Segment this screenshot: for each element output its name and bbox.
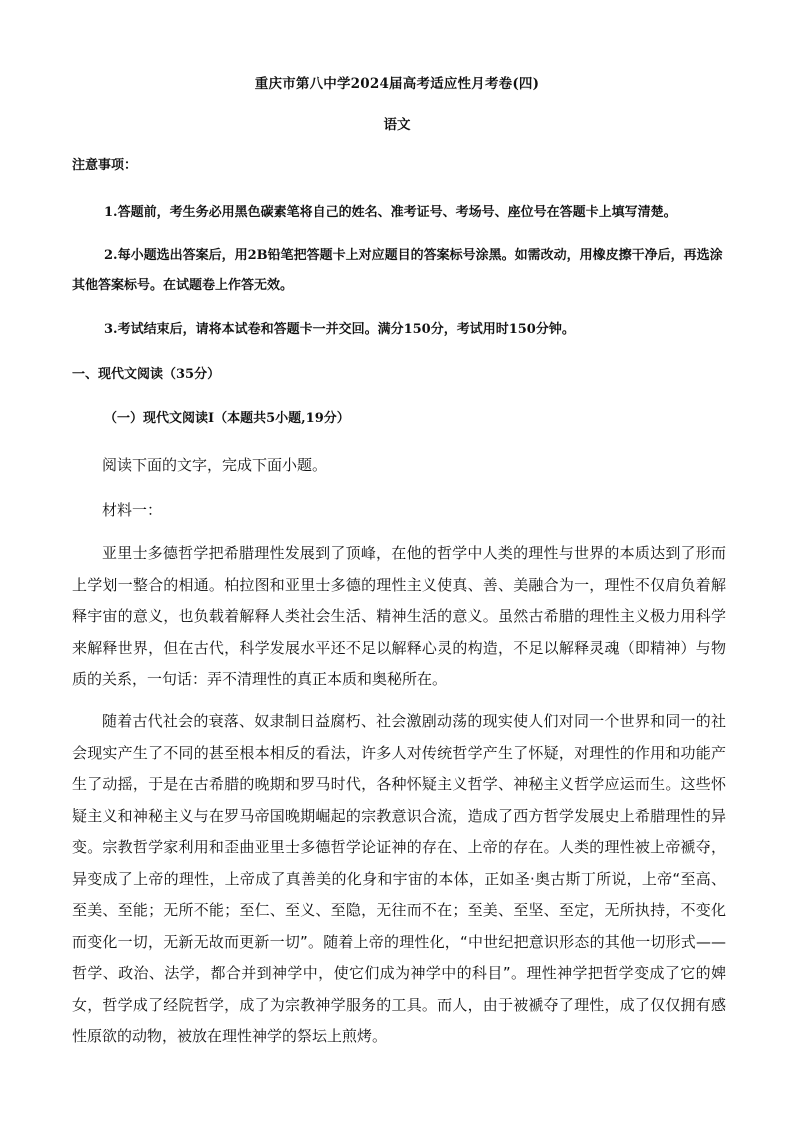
passage-paragraph: 亚里士多德哲学把希腊理性发展到了顶峰，在他的哲学中人类的理性与世界的本质达到了形而上学划一整合的相通。柏拉图和亚里士多德的理性主义使真、善、美融合为一，理性不仅肩负着解释宇宙的意义，也负载着解释人类社会生活、精神生活的意义。虽然古希腊的理性主义极力用科学来解释世界，但在古代，科学发展水平还不足以解释心灵的构造，不足以解释灵魂（即精神）与物质的关系，一句话：弄不清理性的真正本质和奥秘所在。 [72, 544, 726, 688]
notice-item-3: 3.考试结束后，请将本试卷和答题卡一并交回。满分150分，考试用时150分钟。 [104, 322, 575, 337]
exam-title: 重庆市第八中学2024届高考适应性月考卷(四) [254, 76, 540, 92]
subject-title: 语文 [383, 117, 411, 133]
reading-instruction: 阅读下面的文字，完成下面小题。 [102, 456, 328, 474]
material-label: 材料一： [102, 501, 163, 519]
subsection-heading: （一）现代文阅读Ⅰ（本题共5小题,19分） [104, 411, 350, 426]
notice-item-1: 1.答题前，考生务必用黑色碳素笔将自己的姓名、准考证号、考场号、座位号在答题卡上填写清楚。 [104, 205, 677, 220]
section-heading: 一、现代文阅读（35分） [72, 367, 221, 382]
passage-paragraph: 随着古代社会的衰落、奴隶制日益腐朽、社会激剧动荡的现实使人们对同一个世界和同一的社会现实产生了不同的甚至根本相反的看法，许多人对传统哲学产生了怀疑，对理性的作用和功能产生了动摇，于是在古希腊的晚期和罗马时代，各种怀疑主义哲学、神秘主义哲学应运而生。这些怀疑主义和神秘主义与在罗马帝国晚期崛起的宗教意识合流，造成了西方哲学发展史上希腊理性的异变。宗教哲学家利用和歪曲亚里士多德哲学论证神的存在、上帝的存在。人类的理性被上帝褫夺，异变成了上帝的理性，上帝成了真善美的化身和宇宙的本体，正如圣·奥古斯丁所说，上帝“至高、至美、至能；无所不能；至仁、至义、至隐，无往而不在；至美、至坚、至定，无所执持，不变化而变化一切，无新无故而更新一切”。随着上帝的理性化，“中世纪把意识形态的其他一切形式——哲学、政治、法学，都合并到神学中，使它们成为神学中的科目”。理性神学把哲学变成了它的婢女，哲学成了经院哲学，成了为宗教神学服务的工具。而人，由于被褫夺了理性，成了仅仅拥有感性原欲的动物，被放在理性神学的祭坛上煎烤。 [72, 712, 726, 1045]
notice-heading: 注意事项： [72, 158, 138, 173]
notice-item-2: 2.每小题选出答案后，用2B铅笔把答题卡上对应题目的答案标号涂黑。如需改动，用橡皮擦干净后，再选涂其他答案标号。在试题卷上作答无效。 [72, 248, 723, 293]
